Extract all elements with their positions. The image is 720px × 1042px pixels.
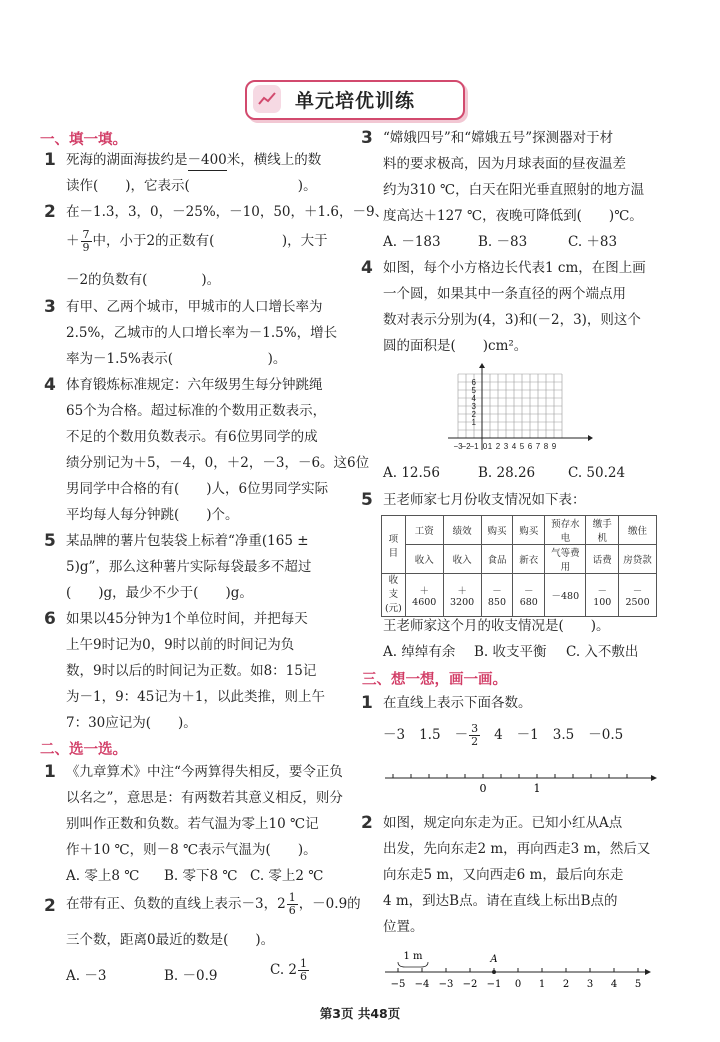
c1-option-b: B. 零下8 ℃ [164, 868, 238, 884]
c3-option-b: B. －83 [478, 234, 528, 250]
number-line-1 [383, 768, 663, 796]
c3-line3: 约为310 ℃，白天在阳光垂直照射的地方温 [383, 182, 645, 198]
q-number: 4 [44, 375, 56, 395]
table-row [382, 516, 657, 545]
x-axis-arrow [588, 435, 593, 441]
q4-line3: 不足的个数用负数表示。有6位男同学的成 [66, 429, 318, 445]
c5-line1: 王老师家七月份收支情况如下表： [383, 492, 586, 508]
table-header-cell: 收入 [443, 545, 481, 574]
table-cell: －480 [545, 574, 586, 617]
q-number: 4 [361, 258, 373, 278]
tick-label: −4 [414, 979, 430, 990]
c4-option-b: B. 28.26 [478, 465, 536, 481]
table-row-header: 收支 (元) [382, 574, 406, 617]
c4-line1: 如图，每个小方格边长代表1 cm，在图上画 [383, 260, 646, 276]
q6-line3: 数，9时以后的时间记为正数。如8：15记 [66, 663, 317, 679]
d2-line5: 位置。 [383, 919, 424, 935]
page-footer: 第3页 共48页 [319, 1006, 401, 1021]
axis-label-zero: 0 [479, 782, 487, 795]
q5-line1: 某品牌的薯片包装袋上标着“净重(165 ± [66, 533, 309, 549]
table-header-cell: 缴住 [619, 516, 657, 545]
q4-line2: 65个为合格。超过标准的个数用正数表示， [66, 403, 327, 419]
x-tick-label: −2 [461, 442, 471, 451]
y-tick-label: 5 [471, 386, 476, 395]
c4-option-a: A. 12.56 [383, 465, 440, 481]
c1-option-a: A. 零上8 ℃ [66, 868, 140, 884]
c2-option-c: C. 2 $\frac{1}{6}$ [270, 957, 308, 983]
table-header-cell: 气等费用 [545, 545, 586, 574]
q-number: 3 [361, 128, 373, 148]
c2-option-b: B. －0.9 [164, 968, 218, 984]
scale-label: 1 m [403, 951, 423, 962]
y-tick-label: 1 [471, 418, 476, 427]
page-title: 单元培优训练 [295, 90, 416, 112]
table-header-cell: 新衣 [513, 545, 545, 574]
fraction: $\frac{1}{6}$ [300, 957, 308, 983]
c1-line1: 《九章算术》中注“今两算得失相反，要令正负 [66, 764, 343, 780]
number-line-2 [383, 948, 663, 992]
q6-line4: 为－1，9：45记为＋1，以此类推，则上午 [66, 689, 325, 705]
q4-line1: 体育锻炼标准规定：六年级男生每分钟跳绳 [66, 377, 323, 393]
c4-line2: 一个圆，如果其中一条直径的两个端点用 [383, 286, 626, 302]
q1-line1: 死海的湖面海拔约是－400米，横线上的数 [66, 150, 321, 171]
q6-line2: 上午9时记为0，9时以前的时间记为负 [66, 637, 295, 653]
q-number: 2 [44, 896, 56, 916]
scale-brace [398, 962, 428, 967]
c5-line2: 王老师家这个月的收支情况是( )。 [383, 618, 610, 634]
q4-line5: 男同学中合格的有( )人，6位男同学实际 [66, 481, 329, 497]
q-number: 1 [361, 693, 373, 713]
point-a-label: A [490, 954, 498, 965]
table-cell: －680 [513, 574, 545, 617]
c5-option-c: C. 入不敷出 [566, 644, 639, 660]
d1-numbers: －3 1.5 － $\frac{3}{2}$ 4 －1 3.5 －0.5 [383, 722, 624, 748]
table-header-cell: 食品 [481, 545, 513, 574]
x-tick-label: 3 [503, 442, 509, 451]
q5-line3: ( )g，最少不少于( )g。 [66, 585, 253, 601]
q3-line2: 2.5%，乙城市的人口增长率为－1.5%，增长 [66, 325, 338, 341]
c1-line3: 别叫作正数和负数。若气温为零上10 ℃记 [66, 816, 319, 832]
fraction: $\frac{7}{9}$ [82, 228, 90, 254]
x-tick-label: 0 [482, 442, 488, 451]
table-header-cell: 缴手机 [586, 516, 619, 545]
tick-label: −2 [462, 979, 478, 990]
c3-line4: 度高达＋127 ℃，夜晚可降低到( )℃。 [383, 208, 643, 224]
table-row [382, 545, 657, 574]
q6-line5: 7：30应记为( )。 [66, 715, 197, 731]
q-number: 5 [44, 531, 56, 551]
c3-line2: 料的要求极高，因为月球表面的昼夜温差 [383, 156, 626, 172]
q6-line1: 如果以45分钟为1个单位时间，并把每天 [66, 611, 308, 627]
tick-label: −1 [486, 979, 502, 990]
c3-option-a: A. －183 [383, 234, 441, 250]
c3-line1: “嫦娥四号”和“嫦娥五号”探测器对于材 [383, 130, 614, 146]
section-choose: 二、选一选。 [40, 742, 127, 758]
title-box [245, 80, 465, 120]
x-tick-label: −1 [469, 442, 479, 451]
table-header-cell: 绩效 [443, 516, 481, 545]
axis-label-one: 1 [533, 782, 541, 795]
table-header-cell: 收入 [405, 545, 443, 574]
q4-line6: 平均每人每分钟跳( )个。 [66, 507, 239, 523]
table-row [382, 574, 657, 617]
fraction: $\frac{3}{2}$ [471, 722, 479, 748]
x-tick-label: 8 [543, 442, 549, 451]
table-header-cell: 购买 [481, 516, 513, 545]
payment-table [381, 515, 657, 617]
table-header-cell: 工资 [405, 516, 443, 545]
x-tick-label: 1 [487, 442, 493, 451]
y-tick-label: 4 [471, 394, 476, 403]
table-cell: ＋4600 [405, 574, 443, 617]
tick-marks [393, 774, 627, 778]
tick-marks [398, 968, 638, 972]
q3-line3: 率为－1.5%表示( )。 [66, 351, 287, 367]
q-number: 2 [44, 202, 56, 222]
tick-label: 5 [634, 979, 642, 990]
c4-option-c: C. 50.24 [568, 465, 626, 481]
tick-label: 1 [538, 979, 546, 990]
q5-line2: 5)g”，那么这种薯片实际每袋最多不超过 [66, 559, 312, 575]
q-number: 3 [44, 297, 56, 317]
table-row-header: 项目 [382, 516, 406, 574]
table-cell: －100 [586, 574, 619, 617]
y-tick-label: 2 [471, 410, 476, 419]
q2-line3: －2的负数有( )。 [66, 272, 221, 288]
c1-option-c: C. 零上2 ℃ [250, 868, 324, 884]
c3-option-c: C. ＋83 [568, 234, 618, 250]
x-tick-label: 6 [527, 442, 533, 451]
section-fill: 一、填一填。 [40, 132, 127, 148]
d2-line3: 向东走5 m，又向西走6 m，最后向东走 [383, 867, 624, 883]
table-header-cell: 预存水电 [545, 516, 586, 545]
table-header-cell: 购买 [513, 516, 545, 545]
number-line-arrow [645, 969, 651, 975]
c5-option-a: A. 绰绰有余 [383, 644, 456, 660]
y-axis-arrow [479, 363, 485, 368]
q-number: 1 [44, 762, 56, 782]
tick-label: 3 [586, 979, 594, 990]
d1-line1: 在直线上表示下面各数。 [383, 695, 532, 711]
c4-line3: 数对表示分别为(4，3)和(－2，3)，则这个 [383, 312, 641, 328]
c2-line1: 在带有正、负数的直线上表示－3，2 $\frac{1}{6}$ ，－0.9的 [66, 891, 361, 917]
table-header-cell: 话费 [586, 545, 619, 574]
q3-line1: 有甲、乙两个城市，甲城市的人口增长率为 [66, 299, 323, 315]
tick-label: −3 [438, 979, 454, 990]
d2-line4: 4 m，到达B点。请在直线上标出B点的 [383, 893, 618, 909]
y-tick-label: 3 [471, 402, 476, 411]
table-cell: ＋3200 [443, 574, 481, 617]
c4-line4: 圆的面积是( )cm²。 [383, 338, 528, 354]
table-header-cell: 房贷款 [619, 545, 657, 574]
table-cell: －2500 [619, 574, 657, 617]
x-tick-label: 5 [519, 442, 525, 451]
y-tick-label: 6 [471, 378, 476, 387]
coordinate-grid [440, 362, 600, 462]
tick-label: −5 [390, 979, 406, 990]
x-tick-label: 4 [511, 442, 517, 451]
fraction: $\frac{1}{6}$ [288, 891, 296, 917]
q-number: 2 [361, 813, 373, 833]
c2-option-a: A. －3 [66, 968, 107, 984]
tick-label: 0 [514, 979, 522, 990]
c1-line4: 作＋10 ℃，则－8 ℃表示气温为( )。 [66, 842, 317, 858]
q2-line1: 在－1.3，3，0，－25%，－10，50，＋1.6，－9、 [66, 204, 389, 220]
q1-line2: 读作( )，它表示( )。 [66, 178, 317, 194]
section-draw: 三、想一想，画一画。 [362, 672, 507, 688]
x-tick-label: −3 [453, 442, 463, 451]
q-number: 6 [44, 609, 56, 629]
q4-line4: 绩分别记为＋5，－4，0，＋2，－3，－6。这6位 [66, 455, 370, 471]
tick-label: 4 [610, 979, 618, 990]
c5-option-b: B. 收支平衡 [474, 644, 547, 660]
table-cell: －850 [481, 574, 513, 617]
c2-line2: 三个数，距离0最近的数是( )。 [66, 932, 275, 948]
chart-icon [253, 85, 281, 113]
q-number: 5 [361, 490, 373, 510]
number-line-arrow [651, 775, 657, 781]
d2-line1: 如图，规定向东走为正。已知小红从A点 [383, 815, 623, 831]
tick-label: 2 [562, 979, 570, 990]
c1-line2: 以名之”，意思是：有两数若其意义相反，则分 [66, 790, 343, 806]
q2-line2: ＋ $\frac{7}{9}$ 中，小于2的正数有( )，大于 [66, 228, 328, 254]
q-number: 1 [44, 150, 56, 170]
x-tick-label: 9 [551, 442, 557, 451]
x-tick-label: 2 [495, 442, 501, 451]
d2-line2: 出发，先向东走2 m，再向西走3 m，然后又 [383, 841, 651, 857]
x-tick-label: 7 [535, 442, 541, 451]
